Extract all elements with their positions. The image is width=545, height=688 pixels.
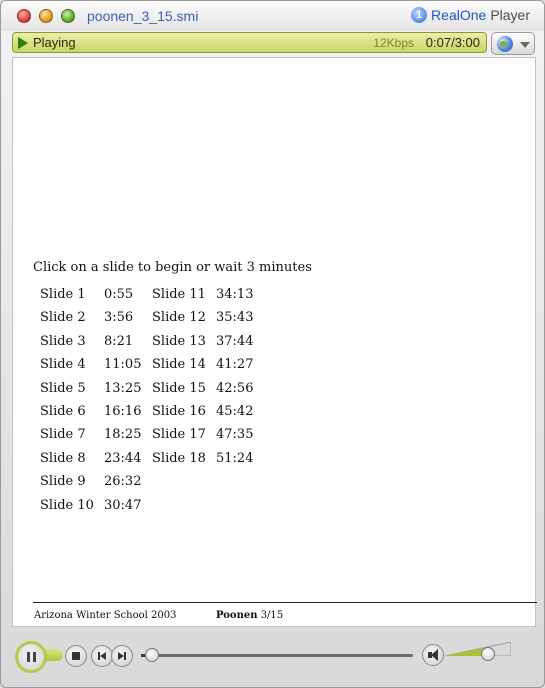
slide-link-time: 45:42: [216, 404, 254, 419]
slide-link-label: Slide 9: [40, 474, 86, 490]
slide-link-time: 3:56: [104, 310, 134, 326]
slide-link[interactable]: [152, 451, 264, 469]
slide-link[interactable]: [152, 287, 264, 305]
slide-link[interactable]: [40, 381, 152, 399]
slide-link[interactable]: [40, 334, 152, 352]
realone-brand: [411, 7, 530, 23]
slide-link[interactable]: [40, 287, 152, 305]
slide-link-time: 34:13: [216, 287, 254, 302]
window-title: poonen_3_15.smi: [87, 8, 199, 24]
slide-link[interactable]: [152, 310, 264, 328]
status-bar: [12, 32, 487, 53]
zoom-icon[interactable]: [61, 9, 75, 23]
globe-icon: [497, 36, 513, 52]
play-icon: [18, 37, 28, 49]
next-button[interactable]: [111, 645, 133, 667]
seek-bar[interactable]: [141, 654, 413, 657]
media-display: [12, 57, 536, 627]
slide-link-label: Slide 12: [152, 310, 206, 326]
slide-link-label: Slide 2: [40, 310, 86, 326]
slide-link-time: 11:05: [104, 357, 142, 373]
slide-link-label: Slide 5: [40, 380, 86, 396]
stop-button[interactable]: [65, 645, 87, 667]
slide-link[interactable]: [40, 474, 152, 492]
chevron-down-icon: [520, 42, 530, 48]
slide-link-label: Slide 8: [40, 450, 86, 466]
transport-controls: [1, 631, 544, 688]
footer-rule: [33, 602, 537, 603]
slide-link[interactable]: [152, 381, 264, 399]
slide-link[interactable]: [40, 310, 152, 328]
minimize-icon[interactable]: [39, 9, 53, 23]
slide-link[interactable]: [40, 451, 152, 469]
slide-link[interactable]: [152, 357, 264, 375]
slide-link-label: Slide 1: [40, 287, 86, 302]
slide-link[interactable]: [152, 334, 264, 352]
footer-page: 3/15: [260, 610, 284, 621]
footer-page-info: [216, 610, 283, 621]
brand-real-text: RealOne: [431, 7, 487, 23]
slide-link-time: 26:32: [104, 474, 142, 490]
previous-button[interactable]: [91, 645, 113, 667]
close-icon[interactable]: [17, 9, 31, 23]
slide-link[interactable]: [152, 427, 264, 445]
slide-link-label: Slide 18: [152, 450, 206, 466]
volume-button[interactable]: [422, 644, 444, 666]
volume-slider[interactable]: [445, 642, 511, 656]
slide-link-time: 16:16: [104, 404, 142, 419]
slide-link-label: Slide 13: [152, 333, 206, 349]
slide-link-label: Slide 6: [40, 404, 86, 419]
footer-author: Poonen: [216, 610, 258, 621]
slide-link-label: Slide 11: [152, 287, 206, 302]
slide-link-time: 42:56: [216, 380, 254, 396]
slide-link-time: 8:21: [104, 333, 134, 349]
slide-link-label: Slide 17: [152, 427, 206, 443]
slide-link-time: 51:24: [216, 450, 254, 466]
slide-link-time: 47:35: [216, 427, 254, 443]
slide-link-time: 23:44: [104, 450, 142, 466]
slide-link[interactable]: [40, 427, 152, 445]
slide-link-label: Slide 10: [40, 497, 94, 513]
slide-link-label: Slide 16: [152, 404, 206, 419]
slide-link[interactable]: [40, 498, 152, 516]
title-bar[interactable]: [1, 1, 544, 31]
slide-link[interactable]: [152, 404, 264, 422]
slide-link-label: Slide 14: [152, 357, 206, 373]
slide-link[interactable]: [40, 357, 152, 375]
timecode-readout: 0:07/3:00: [425, 35, 480, 50]
slide-link-label: Slide 7: [40, 427, 86, 443]
footer-event: Arizona Winter School 2003: [34, 610, 177, 621]
slide-link-label: Slide 3: [40, 333, 86, 349]
pause-button[interactable]: [15, 641, 47, 673]
slide-link-time: 30:47: [104, 497, 142, 513]
realone-logo-icon: 1: [411, 7, 427, 23]
slide-link-label: Slide 15: [152, 380, 206, 396]
slide-link-time: 18:25: [104, 427, 142, 443]
slide-page: [13, 58, 535, 626]
slide-link-time: 13:25: [104, 380, 142, 396]
slide-link-time: 41:27: [216, 357, 254, 373]
seek-thumb[interactable]: [145, 648, 159, 662]
brand-player-text: Player: [490, 7, 530, 23]
slide-link-label: Slide 4: [40, 357, 86, 373]
slide-link[interactable]: [40, 404, 152, 422]
slide-prompt: Click on a slide to begin or wait 3 minutes: [33, 260, 312, 275]
slide-link-time: 37:44: [216, 333, 254, 349]
slide-link-time: 0:55: [104, 287, 134, 302]
slide-link-time: 35:43: [216, 310, 254, 326]
playback-state: Playing: [33, 35, 76, 50]
volume-thumb[interactable]: [481, 647, 495, 661]
now-playing-menu-button[interactable]: [491, 32, 535, 55]
bitrate-readout: 12Kbps: [373, 36, 414, 50]
